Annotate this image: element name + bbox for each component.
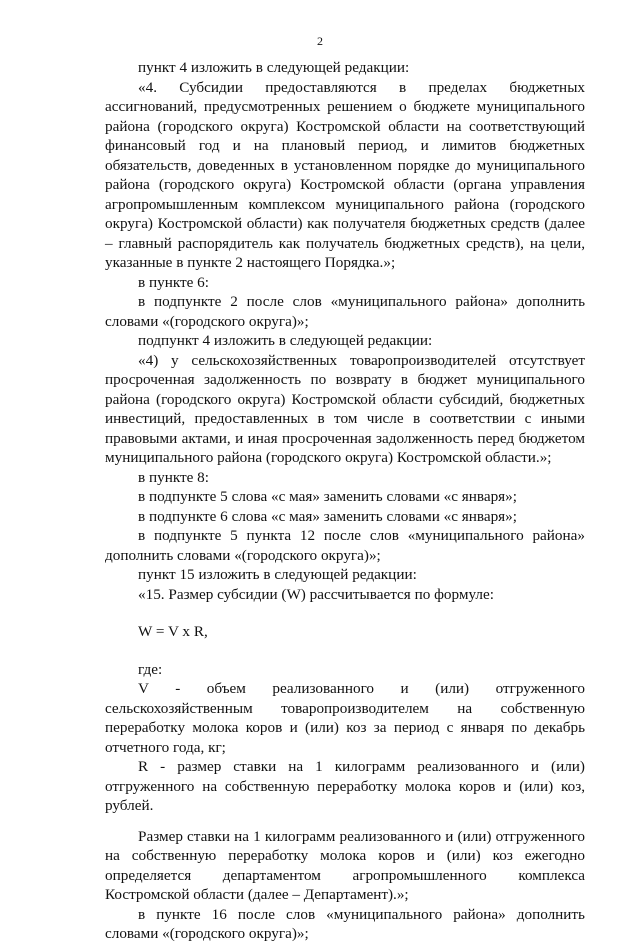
paragraph-definition-v: V - объем реализованного и (или) отгруженного сельскохозяйственным товаропроизводителем на собственную переработку молока коров и (или) коз за период с января по декабрь отчетного года, кг; — [105, 680, 585, 756]
paragraph-where: где: — [138, 660, 163, 678]
paragraph-rate-definition: Размер ставки на 1 килограмм реализованного и (или) отгруженного на собственную переработку молока коров и (или) коз ежегодно определяется департаментом агропромышленного комплекса Костромской области (далее – Департамент).»; — [105, 827, 585, 903]
paragraph-amend-item-15: пункт 15 изложить в следующей редакции: — [138, 566, 417, 583]
page-number: 2 — [317, 34, 323, 48]
paragraph-subitem-5: в подпункте 5 слова «с мая» заменить словами «с января»; — [138, 488, 517, 505]
formula: W = V x R, — [138, 623, 208, 640]
paragraph-amend-item-4: пункт 4 изложить в следующей редакции: — [138, 59, 410, 76]
paragraph-item-16: в пункте 16 после слов «муниципального района» дополнить словами «(городского округа)»; — [105, 905, 585, 942]
document-body — [105, 58, 585, 944]
paragraph-definition-r: R - размер ставки на 1 килограмм реализованного и (или) отгруженного на собственную переработку молока коров и (или) коз, рублей. — [105, 758, 585, 814]
paragraph-amend-subitem-4: подпункт 4 изложить в следующей редакции: — [138, 332, 433, 349]
paragraph-item-12: в подпункте 5 пункта 12 после слов «муниципального района» дополнить словами «(городского округа)»; — [105, 527, 585, 564]
paragraph-subitem-4-text: «4) у сельскохозяйственных товаропроизводителей отсутствует просроченная задолженность по возврату в бюджет муниципального района (городского округа) Костромской области субсидий, бюджетных инвестиций, предоставленных в том числе в соответствии с иными правовыми актами, и иная просроченная задолженность перед бюджетом муниципального района (городского округа) Костромской области.»; — [105, 351, 585, 466]
paragraph-in-item-8: в пункте 8: — [138, 468, 209, 486]
paragraph-item-15-text: «15. Размер субсидии (W) рассчитывается по формуле: — [138, 585, 494, 603]
paragraph-in-item-6: в пункте 6: — [138, 273, 209, 291]
paragraph-subitem-6: в подпункте 6 слова «с мая» заменить словами «с января»; — [138, 507, 517, 525]
paragraph-item-4-text: «4. Субсидии предоставляются в пределах бюджетных ассигнований, предусмотренных решением о бюджете муниципального района (городского округа) Костромской области на соответствующий финансовый год и на плановый период, и лимитов бюджетных обязательств, доведенных в установленном порядке до муниципального района (городского округа) Костромской области (органа управления агропромышленным комплексом муниципального района (городского округа) Костромской области) как получателя бюджетных средств (далее – главный распорядитель как получатель бюджетных средств), на цели, указанные в пункте 2 настоящего Порядка.»; — [105, 78, 585, 271]
paragraph-subitem-2: в подпункте 2 после слов «муниципального района» дополнить словами «(городского округа)»; — [105, 293, 585, 330]
